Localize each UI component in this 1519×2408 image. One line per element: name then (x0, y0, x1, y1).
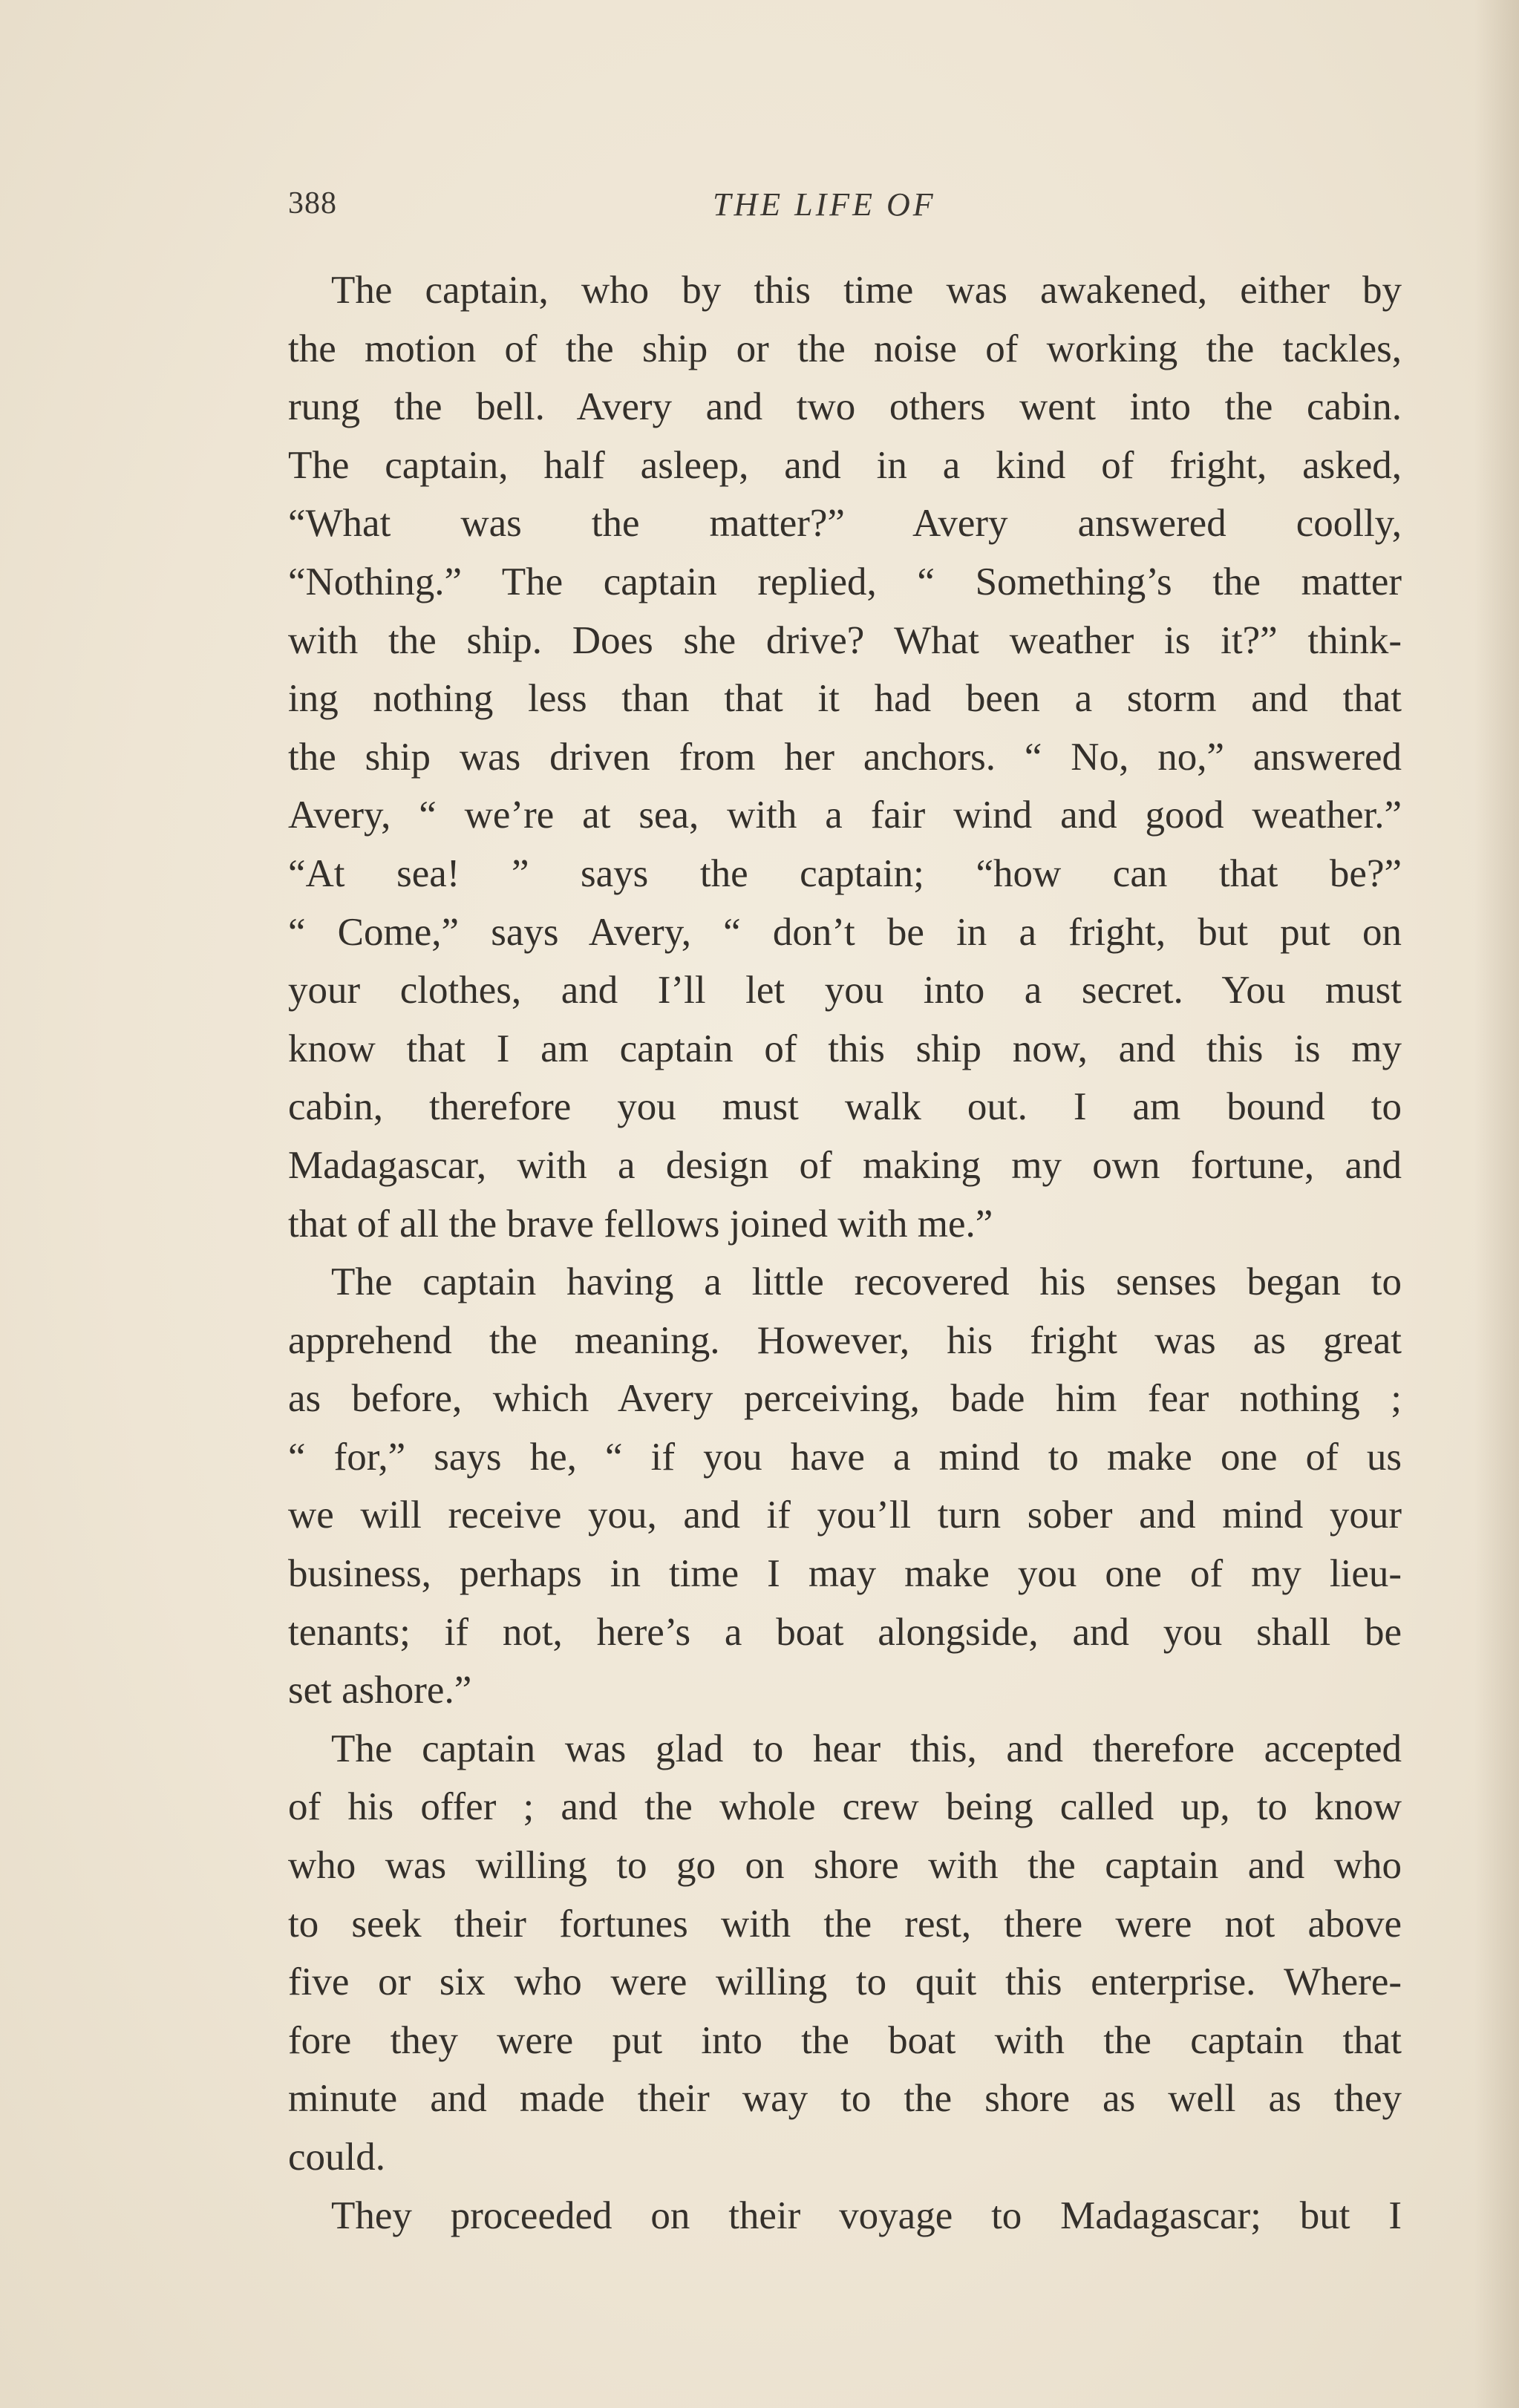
text-line: “ Come,” says Avery, “ don’t be in a fright, but put on (288, 910, 1402, 954)
text-line: we will receive you, and if you’ll turn sober and mind your (288, 1493, 1402, 1537)
text-line: Madagascar, with a design of making my own fortune, and (288, 1143, 1402, 1187)
text-line: fore they were put into the boat with the captain that (288, 2018, 1402, 2062)
text-line: know that I am captain of this ship now, and this is my (288, 1027, 1402, 1070)
text-line: cabin, therefore you must walk out. I am bound to (288, 1085, 1402, 1129)
paragraph (288, 261, 1402, 1253)
text-line: The captain, who by this time was awakened, either by (331, 269, 1402, 312)
page-number: 388 (288, 186, 337, 220)
text-line: “Nothing.” The captain replied, “ Something’s the matter (288, 560, 1402, 603)
text-line: the ship was driven from her anchors. “ No, no,” answered (288, 735, 1402, 779)
text-line: could. (288, 2136, 385, 2179)
paragraph (288, 1253, 1402, 1720)
text-line: “What was the matter?” Avery answered coolly, (288, 502, 1402, 546)
text-line: as before, which Avery perceiving, bade him fear nothing ; (288, 1377, 1402, 1421)
body-text (288, 261, 1402, 2245)
text-line: to seek their fortunes with the rest, there were not above (288, 1902, 1402, 1946)
text-line: “ for,” says he, “ if you have a mind to make one of us (288, 1435, 1402, 1479)
paragraph (288, 1720, 1402, 2187)
text-line: the motion of the ship or the noise of working the tackles, (288, 327, 1402, 370)
text-line: The captain, half asleep, and in a kind of fright, asked, (288, 443, 1402, 487)
text-line: “At sea! ” says the captain; “how can that be?” (288, 851, 1402, 895)
text-line: ing nothing less than that it had been a storm and that (288, 677, 1402, 721)
text-line: five or six who were willing to quit this enterprise. Where- (288, 1960, 1402, 2004)
text-line: minute and made their way to the shore as well as they (288, 2077, 1402, 2121)
text-line: of his offer ; and the whole crew being called up, to know (288, 1785, 1402, 1829)
running-title: THE LIFE OF (713, 186, 936, 223)
text-line: The captain having a little recovered his senses began to (331, 1260, 1402, 1304)
text-line: Avery, “ we’re at sea, with a fair wind and good weather.” (288, 794, 1402, 837)
page-edge-shadow (1474, 0, 1519, 2408)
text-line: They proceeded on their voyage to Madagascar; but I (331, 2193, 1402, 2237)
paragraph (288, 2187, 1402, 2245)
text-line: tenants; if not, here’s a boat alongside, and you shall be (288, 1610, 1402, 1654)
text-line: apprehend the meaning. However, his fright was as great (288, 1318, 1402, 1362)
text-line: The captain was glad to hear this, and therefore accepted (331, 1727, 1402, 1770)
text-line: rung the bell. Avery and two others went into the cabin. (288, 385, 1402, 429)
running-header (288, 186, 1402, 230)
text-line: your clothes, and I’ll let you into a secret. You must (288, 969, 1402, 1012)
text-line: set ashore.” (288, 1669, 472, 1712)
text-line: business, perhaps in time I may make you one of my lieu- (288, 1552, 1402, 1596)
text-line: who was willing to go on shore with the captain and who (288, 1844, 1402, 1888)
text-line: with the ship. Does she drive? What weather is it?” think- (288, 618, 1402, 662)
text-line: that of all the brave fellows joined with me.” (288, 1202, 993, 1246)
